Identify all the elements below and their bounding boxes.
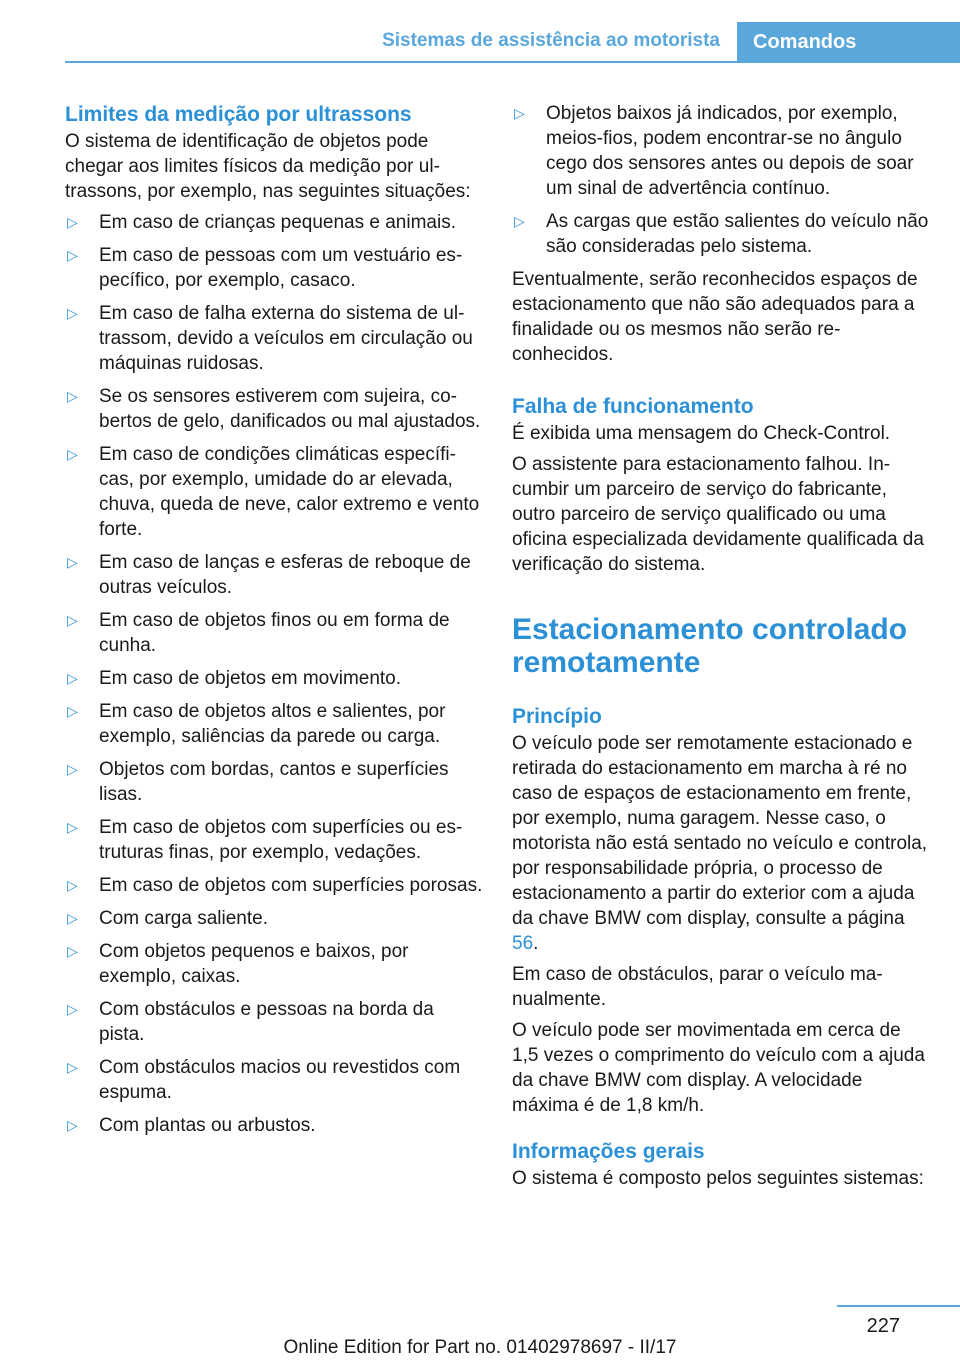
parking-spaces-paragraph: Eventualmente, serão reconhecidos espaços de estacionamento que não são adequados para a finalidade ou os mesmos não serão reconhecidos.: [512, 269, 918, 365]
list-item-text: Em caso de lanças e esferas de reboque de outras veículos.: [99, 552, 471, 598]
list-item: [512, 101, 930, 201]
bullet-triangle-icon: ▷: [67, 214, 78, 230]
list-item-text: Em caso de objetos finos ou em forma de cunha.: [99, 610, 450, 656]
list-item: [65, 1055, 483, 1105]
list-item-text: Com plantas ou arbustos.: [99, 1115, 316, 1136]
bullet-triangle-icon: ▷: [67, 670, 78, 686]
list-item: [65, 1113, 483, 1138]
list-item-text: Com obstáculos macios ou revestidos com espuma.: [99, 1057, 461, 1103]
bullet-triangle-icon: ▷: [67, 703, 78, 719]
list-item: [65, 666, 483, 691]
bullet-triangle-icon: ▷: [67, 305, 78, 321]
left-column: [65, 101, 483, 1146]
fault-heading: Falha de funcionamento: [512, 395, 754, 418]
ultrasound-limits-list: [65, 210, 483, 1138]
list-item: [512, 209, 930, 259]
bullet-triangle-icon: ▷: [67, 1059, 78, 1075]
list-item: [65, 997, 483, 1047]
list-item-text: Em caso de condições climáticas específicas, por exemplo, umidade do ar elevada, chuva, queda de neve, calor extremo e vento forte.: [99, 444, 480, 540]
list-item: [65, 608, 483, 658]
principle-paragraph-3: O veículo pode ser movimentada em cerca de 1,5 vezes o comprimento do veículo com a ajuda da chave BMW com display. A velocidade máxima é de 1,8 km/h.: [512, 1020, 925, 1116]
principle-paragraph-1: [512, 731, 930, 956]
list-item: [65, 906, 483, 931]
bullet-triangle-icon: ▷: [67, 819, 78, 835]
list-item: [65, 384, 483, 434]
bullet-triangle-icon: ▷: [67, 446, 78, 462]
page-number: 227: [866, 1315, 900, 1337]
list-item: [65, 301, 483, 376]
principle-text: O veículo pode ser remotamente estacionado e retirada do estacionamento em marcha à ré no caso de espaços de estacionamento em frente, por exemplo, numa garagem. Nesse caso, o motorista não está sentado no veículo e controla, por responsabilidade própria, o processo de estacionamento a partir do exterior com a ajuda da chave BMW com display, consulte a página: [512, 733, 928, 929]
list-item-text: Com carga saliente.: [99, 908, 268, 929]
bullet-triangle-icon: ▷: [67, 910, 78, 926]
list-item: [65, 550, 483, 600]
list-item: [65, 873, 483, 898]
list-item: [65, 757, 483, 807]
list-item-text: Em caso de objetos em movimento.: [99, 668, 402, 689]
ultrasound-limits-intro: O sistema de identificação de objetos pode chegar aos limites físicos da medição por ultrassons, por exemplo, nas seguintes situações:: [65, 131, 471, 202]
list-item: [65, 939, 483, 989]
principle-text-end: .: [533, 933, 539, 954]
continued-limits-list: [512, 101, 930, 259]
bullet-triangle-icon: ▷: [514, 213, 525, 229]
list-item: [65, 442, 483, 542]
general-info-paragraph: O sistema é composto pelos seguintes sistemas:: [512, 1168, 924, 1189]
list-item-text: Em caso de objetos altos e salientes, por exemplo, saliências da parede ou carga.: [99, 701, 446, 747]
bullet-triangle-icon: ▷: [67, 761, 78, 777]
right-column: [512, 101, 930, 1197]
running-header-tab-label: Comandos: [753, 31, 857, 53]
bullet-triangle-icon: ▷: [67, 554, 78, 570]
edition-footer: Online Edition for Part no. 01402978697 - II/17: [283, 1337, 677, 1358]
general-info-heading: Informações gerais: [512, 1140, 705, 1163]
list-item-text: Em caso de crianças pequenas e animais.: [99, 212, 456, 233]
list-item-text: Com objetos pequenos e baixos, por exemplo, caixas.: [99, 941, 409, 987]
bullet-triangle-icon: ▷: [67, 877, 78, 893]
list-item-text: Em caso de pessoas com um vestuário específico, por exemplo, casaco.: [99, 245, 463, 291]
running-header-tab: [737, 22, 960, 63]
running-header-section: Sistemas de assistência ao motorista: [382, 30, 720, 51]
list-item-text: Objetos baixos já indicados, por exemplo, meios-fios, podem encontrar-se no ângulo cego dos sensores antes ou depois de soar um sinal de advertência contínuo.: [546, 103, 914, 199]
list-item-text: Em caso de objetos com superfícies porosas.: [99, 875, 483, 896]
list-item-text: Em caso de falha externa do sistema de ultrassom, devido a veículos em circulação ou máquinas ruidosas.: [99, 303, 473, 374]
bullet-triangle-icon: ▷: [67, 247, 78, 263]
list-item-text: As cargas que estão salientes do veículo não são consideradas pelo sistema.: [546, 211, 929, 257]
list-item: [65, 815, 483, 865]
page-link[interactable]: 56: [512, 933, 534, 954]
bullet-triangle-icon: ▷: [67, 943, 78, 959]
list-item-text: Objetos com bordas, cantos e superfícies lisas.: [99, 759, 449, 805]
list-item-text: Em caso de objetos com superfícies ou estruturas finas, por exemplo, vedações.: [99, 817, 463, 863]
principle-heading: Princípio: [512, 705, 602, 728]
principle-paragraph-2: Em caso de obstáculos, parar o veículo manualmente.: [512, 964, 883, 1010]
list-item: [65, 699, 483, 749]
list-item-text: Se os sensores estiverem com sujeira, cobertos de gelo, danificados ou mal ajustados.: [99, 386, 481, 432]
list-item: [65, 243, 483, 293]
header-rule: [65, 61, 960, 63]
bullet-triangle-icon: ▷: [67, 612, 78, 628]
footer-rule: [837, 1305, 960, 1307]
bullet-triangle-icon: ▷: [514, 105, 525, 121]
ultrasound-limits-heading: Limites da medição por ultrassons: [65, 103, 412, 126]
bullet-triangle-icon: ▷: [67, 1001, 78, 1017]
fault-paragraph-1: É exibida uma mensagem do Check-Control.: [512, 423, 891, 444]
list-item: [65, 210, 483, 235]
bullet-triangle-icon: ▷: [67, 1117, 78, 1133]
bullet-triangle-icon: ▷: [67, 388, 78, 404]
remote-parking-section-title: Estacionamento controlado remotamente: [512, 613, 908, 679]
fault-paragraph-2: O assistente para estacionamento falhou. Incumbir um parceiro de serviço do fabricante, outro parceiro de serviço qualificado ou uma oficina especializada devidamente qualificada da verificação do sistema.: [512, 454, 924, 575]
list-item-text: Com obstáculos e pessoas na borda da pista.: [99, 999, 434, 1045]
